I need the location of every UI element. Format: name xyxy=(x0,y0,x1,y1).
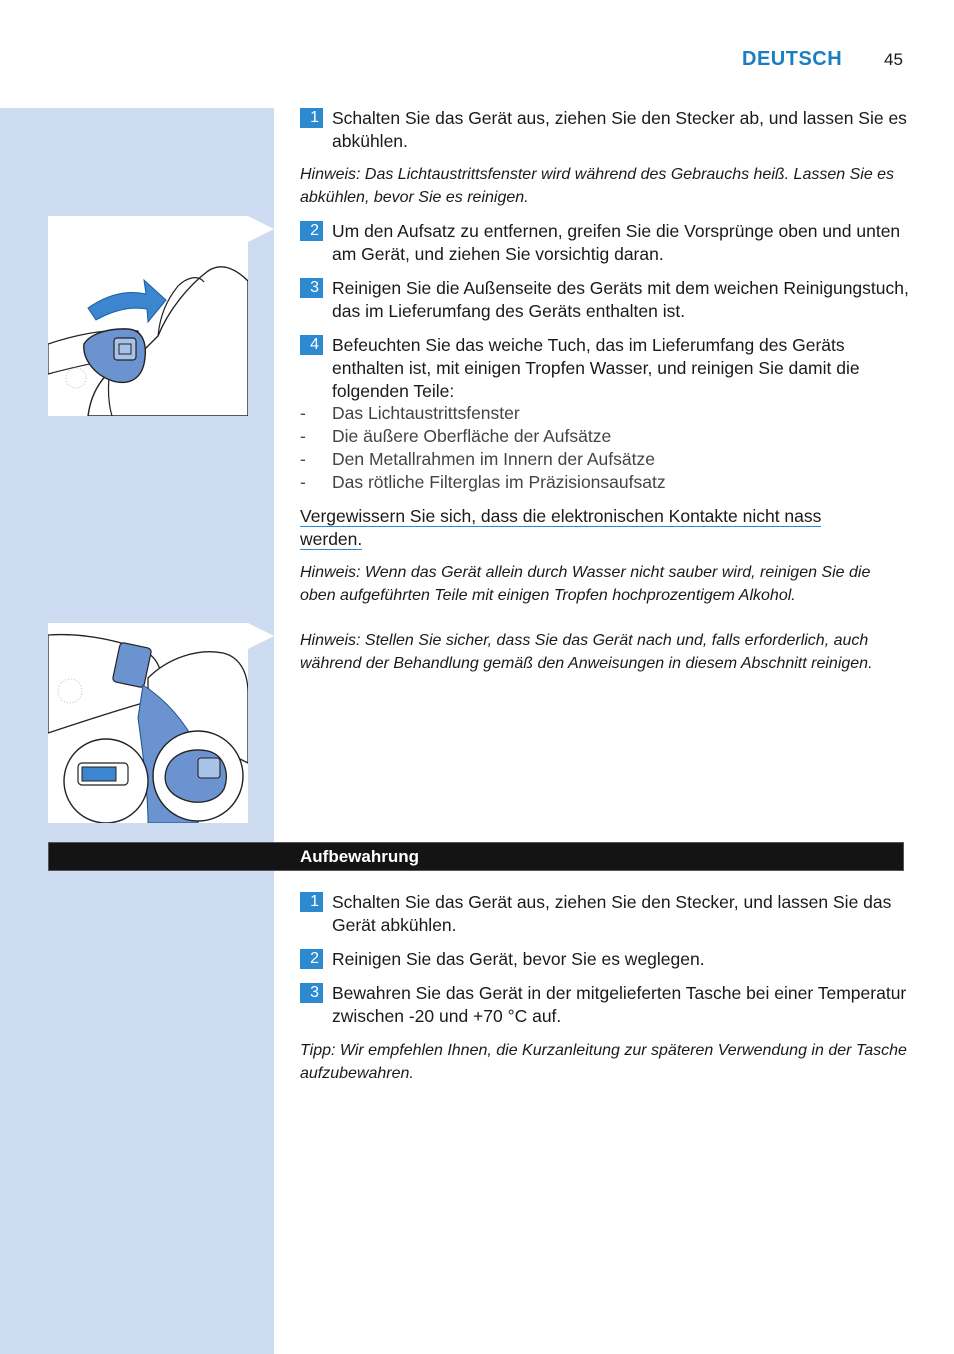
storage-step xyxy=(300,982,910,1028)
list-item xyxy=(300,425,910,448)
list-item xyxy=(300,471,910,494)
section-header-bar xyxy=(48,842,904,871)
list-item-text: Den Metallrahmen im Innern der Aufsätze xyxy=(332,449,655,469)
bullet-dash: - xyxy=(300,426,306,446)
list-item-text: Das Lichtaustrittsfenster xyxy=(332,403,520,423)
callout-pointer xyxy=(248,623,274,649)
callout-pointer xyxy=(248,216,274,242)
warning-text xyxy=(300,505,860,551)
cleaning-step xyxy=(300,277,910,323)
step-number: 1 xyxy=(300,108,323,128)
step-number: 3 xyxy=(300,983,323,1003)
step-number: 1 xyxy=(300,892,323,912)
step-text: Befeuchten Sie das weiche Tuch, das im Lieferumfang des Geräts enthalten ist, mit einigen Tropfen Wasser, und reinigen Sie damit die folgenden Teile: xyxy=(332,335,860,401)
language-heading: DEUTSCH xyxy=(742,48,843,70)
bullet-dash: - xyxy=(300,403,306,423)
bullet-dash: - xyxy=(300,449,306,469)
list-item-text: Die äußere Oberfläche der Aufsätze xyxy=(332,426,612,446)
step-text: Reinigen Sie die Außenseite des Geräts mit dem weichen Reinigungstuch, das im Lieferumfang des Geräts enthalten ist. xyxy=(332,278,909,321)
step-number: 3 xyxy=(300,278,323,298)
step-text: Um den Aufsatz zu entfernen, greifen Sie die Vorsprünge oben und unten am Gerät, und ziehen Sie vorsichtig daran. xyxy=(332,221,901,264)
list-item xyxy=(300,448,910,471)
step-text: Reinigen Sie das Gerät, bevor Sie es weglegen. xyxy=(332,949,705,969)
cleaning-step xyxy=(300,334,910,403)
remove-attachment-illustration xyxy=(48,216,248,416)
storage-step xyxy=(300,891,910,937)
clean-with-cloth-illustration xyxy=(48,623,248,823)
note-hot-window: Hinweis: Das Lichtaustrittsfenster wird während des Gebrauchs heiß. Lassen Sie es abkühlen, bevor Sie es reinigen. xyxy=(300,166,895,206)
cleaning-step xyxy=(300,107,910,153)
list-item-text: Das rötliche Filterglas im Präzisionsaufsatz xyxy=(332,472,666,492)
list-item xyxy=(300,402,910,425)
step-number: 4 xyxy=(300,335,323,355)
warning-underlined: Vergewissern Sie sich, dass die elektronischen Kontakte nicht nass werden. xyxy=(300,506,822,549)
page-number: 45 xyxy=(884,50,903,69)
step-number: 2 xyxy=(300,221,323,241)
tip-text: Tipp: Wir empfehlen Ihnen, die Kurzanleitung zur späteren Verwendung in der Tasche aufzubewahren. xyxy=(300,1042,907,1082)
note-clean-during-treatment: Hinweis: Stellen Sie sicher, dass Sie das Gerät nach und, falls erforderlich, auch während der Behandlung gemäß den Anweisungen in diesem Abschnitt reinigen. xyxy=(300,632,873,672)
storage-step xyxy=(300,948,910,971)
step-text: Schalten Sie das Gerät aus, ziehen Sie den Stecker ab, und lassen Sie es abkühlen. xyxy=(332,108,907,151)
section-title: Aufbewahrung xyxy=(300,847,419,866)
step-number: 2 xyxy=(300,949,323,969)
step-text: Bewahren Sie das Gerät in der mitgelieferten Tasche bei einer Temperatur zwischen -20 und +70 °C auf. xyxy=(332,983,907,1026)
bullet-dash: - xyxy=(300,472,306,492)
cleaning-step xyxy=(300,220,910,266)
step-text: Schalten Sie das Gerät aus, ziehen Sie den Stecker, und lassen Sie das Gerät abkühlen. xyxy=(332,892,892,935)
note-alcohol: Hinweis: Wenn das Gerät allein durch Wasser nicht sauber wird, reinigen Sie die oben aufgeführten Teile mit einigen Tropfen hochprozentigem Alkohol. xyxy=(300,564,871,604)
parts-list xyxy=(300,402,910,494)
